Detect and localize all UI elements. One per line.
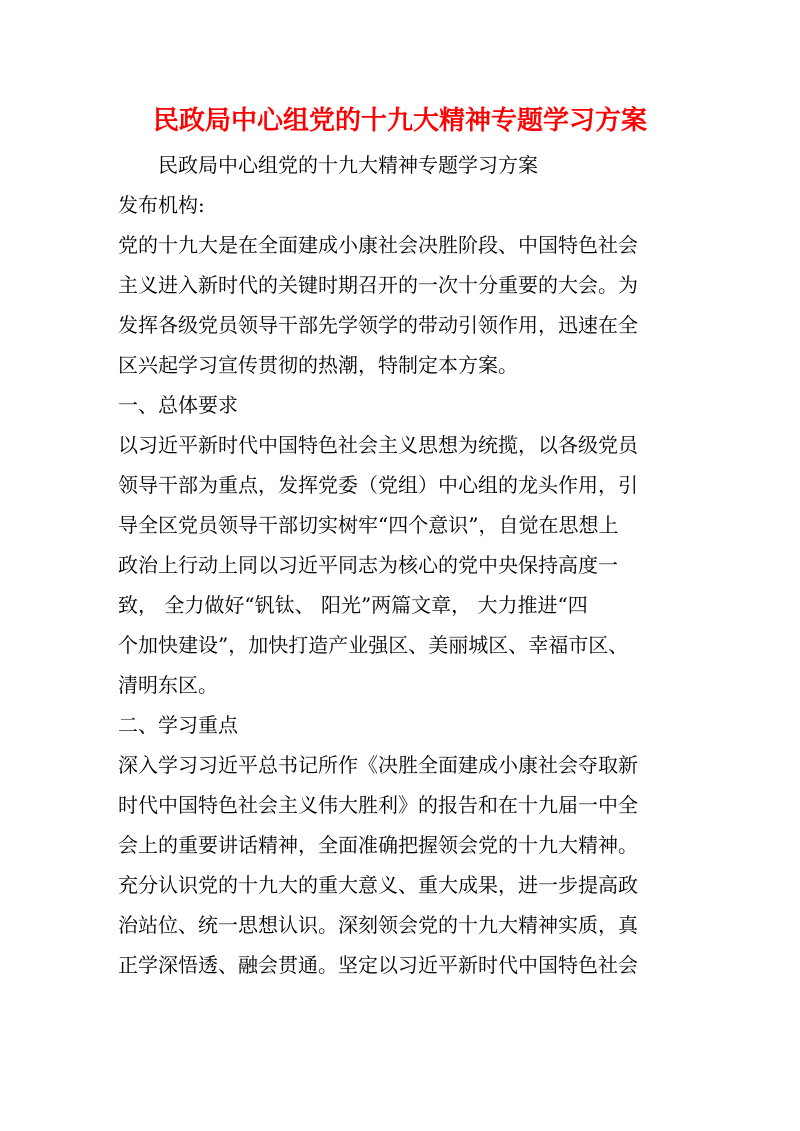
- paragraph-line: 正学深悟透、融会贯通。坚定以习近平新时代中国特色社会: [118, 953, 638, 977]
- section-heading-study-focus: 二、学习重点: [118, 713, 238, 737]
- publisher-label: 发布机构:: [118, 193, 205, 217]
- paragraph-line: 政治上行动上同以习近平同志为核心的党中央保持高度一: [118, 553, 618, 577]
- paragraph-line: 会上的重要讲话精神，全面准确把握领会党的十九大精神。: [118, 833, 638, 857]
- paragraph-line: 个加快建设”，加快打造产业强区、美丽城区、幸福市区、: [118, 633, 629, 657]
- document-title: 民政局中心组党的十九大精神专题学习方案: [152, 106, 647, 136]
- paragraph-line: 区兴起学习宣传贯彻的热潮，特制定本方案。: [118, 353, 518, 377]
- paragraph-line: 深入学习习近平总书记所作《决胜全面建成小康社会夺取新: [118, 753, 638, 777]
- document-subtitle: 民政局中心组党的十九大精神专题学习方案: [158, 153, 538, 177]
- paragraph-line: 以习近平新时代中国特色社会主义思想为统揽，以各级党员: [118, 433, 638, 457]
- paragraph-line: 清明东区。: [118, 673, 218, 697]
- paragraph-line: 主义进入新时代的关键时期召开的一次十分重要的大会。为: [118, 273, 638, 297]
- document-body: [118, 145, 688, 985]
- paragraph-line: 治站位、统一思想认识。深刻领会党的十九大精神实质，真: [118, 913, 638, 937]
- paragraph-line: 领导干部为重点，发挥党委（党组）中心组的龙头作用，引: [118, 473, 638, 497]
- paragraph-line: 致， 全力做好“钒钛、 阳光”两篇文章， 大力推进“四: [118, 593, 588, 617]
- paragraph-line: 发挥各级党员领导干部先学领学的带动引领作用，迅速在全: [118, 313, 638, 337]
- paragraph-line: 时代中国特色社会主义伟大胜利》的报告和在十九届一中全: [118, 793, 638, 817]
- section-heading-overall-requirements: 一、总体要求: [118, 393, 238, 417]
- paragraph-line: 党的十九大是在全面建成小康社会决胜阶段、中国特色社会: [118, 233, 638, 257]
- paragraph-line: 导全区党员领导干部切实树牢“四个意识”，自觉在思想上: [118, 513, 619, 537]
- paragraph-line: 充分认识党的十九大的重大意义、重大成果，进一步提高政: [118, 873, 638, 897]
